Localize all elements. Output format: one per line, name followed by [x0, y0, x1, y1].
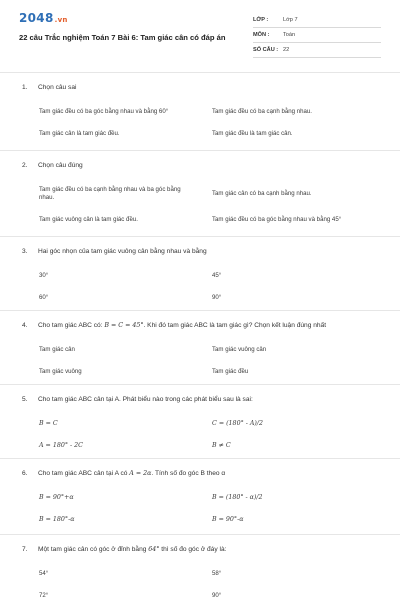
- question-list: [0, 72, 400, 610]
- question-body: Chọn câu sai: [38, 84, 77, 91]
- question-number: 7.: [22, 546, 28, 553]
- question-1: [0, 72, 400, 150]
- question-number: 3.: [22, 248, 28, 255]
- question-text: [22, 321, 400, 330]
- question-math: A = 2α: [129, 470, 152, 477]
- option-b[interactable]: 45°: [212, 271, 222, 279]
- question-body: Hai góc nhọn của tam giác vuông cân bằng nhau và bằng: [38, 248, 207, 255]
- option-b[interactable]: Tam giác vuông cân: [212, 345, 267, 353]
- option-d[interactable]: B = 90°-α: [212, 515, 244, 523]
- option-a[interactable]: B = 90°+α: [39, 493, 74, 501]
- option-b[interactable]: C = (180° - A)/2: [212, 419, 263, 427]
- option-b[interactable]: Tam giác cân có ba cạnh bằng nhau.: [212, 189, 312, 197]
- question-number: 1.: [22, 84, 28, 91]
- question-math: 64°: [148, 546, 160, 553]
- question-4: [0, 310, 400, 384]
- option-d[interactable]: B ≠ C: [212, 441, 231, 449]
- document-title: 22 câu Trắc nghiệm Toán 7 Bài 6: Tam giác cân có đáp án: [19, 33, 226, 42]
- site-logo[interactable]: [19, 11, 68, 25]
- option-c[interactable]: A = 180° - 2C: [39, 441, 83, 449]
- question-text-part: Một tam giác cân có góc ở đỉnh bằng: [38, 546, 149, 553]
- question-6: [0, 458, 400, 534]
- option-list: [39, 413, 389, 457]
- option-a[interactable]: 54°: [39, 569, 49, 577]
- question-text-part: Cho tam giác ABC cân tại A có: [38, 470, 130, 477]
- logo-main-text: 2048: [19, 11, 54, 25]
- question-body: [38, 545, 400, 554]
- question-body: [38, 469, 400, 478]
- option-d[interactable]: 90°: [212, 293, 222, 301]
- option-c[interactable]: Tam giác vuông cân là tam giác đều.: [39, 215, 138, 223]
- option-c[interactable]: 72°: [39, 591, 49, 599]
- question-text: [22, 469, 400, 478]
- question-text-part: thì số đo góc ở đáy là:: [159, 546, 227, 553]
- option-list: [39, 101, 389, 145]
- meta-row-grade: [253, 13, 381, 28]
- question-number: 5.: [22, 396, 28, 403]
- option-a[interactable]: Tam giác đều có ba cạnh bằng nhau và ba góc bằng nhau.: [39, 185, 181, 201]
- question-text: [22, 247, 400, 256]
- meta-info: [253, 13, 381, 58]
- question-text: [22, 395, 400, 404]
- question-body: Chọn câu đúng: [38, 162, 83, 169]
- option-a[interactable]: Tam giác cân: [39, 345, 75, 353]
- question-7: [0, 534, 400, 610]
- question-text: [22, 545, 400, 554]
- question-5: [0, 384, 400, 458]
- question-number: 4.: [22, 322, 28, 329]
- option-c[interactable]: Tam giác cân là tam giác đều.: [39, 129, 120, 137]
- question-text: [22, 161, 400, 170]
- question-3: [0, 236, 400, 310]
- option-list: [39, 179, 389, 231]
- meta-value: Lớp 7: [283, 17, 298, 23]
- option-list: [39, 563, 389, 607]
- option-b[interactable]: Tam giác đều có ba cạnh bằng nhau.: [212, 107, 312, 115]
- option-a[interactable]: B = C: [39, 419, 58, 427]
- option-c[interactable]: Tam giác vuông: [39, 367, 82, 375]
- option-d[interactable]: Tam giác đều là tam giác cân.: [212, 129, 293, 137]
- page-header: [0, 0, 400, 62]
- option-d[interactable]: Tam giác đều: [212, 367, 249, 375]
- option-b[interactable]: 58°: [212, 569, 222, 577]
- logo-suffix-text: .vn: [54, 16, 68, 24]
- question-text-part: . Tính số đo góc B theo α: [151, 470, 226, 477]
- meta-label: SỐ CÂU :: [253, 47, 279, 53]
- option-list: [39, 265, 389, 309]
- question-body: Cho tam giác ABC cân tại A. Phát biểu nào trong các phát biểu sau là sai:: [38, 396, 253, 403]
- question-2: [0, 150, 400, 236]
- question-number: 6.: [22, 470, 28, 477]
- question-body: [38, 321, 400, 330]
- option-c[interactable]: B = 180°-α: [39, 515, 75, 523]
- option-list: [39, 487, 389, 531]
- question-text-part: Cho tam giác ABC có:: [38, 322, 105, 329]
- option-a[interactable]: 30°: [39, 271, 49, 279]
- meta-value: Toán: [283, 32, 296, 38]
- meta-label: MÔN :: [253, 32, 270, 38]
- option-b[interactable]: B = (180° - α)/2: [212, 493, 263, 501]
- option-a[interactable]: Tam giác đều có ba góc bằng nhau và bằng 60°: [39, 107, 169, 115]
- meta-row-question-count: [253, 43, 381, 58]
- option-d[interactable]: Tam giác đều có ba góc bằng nhau và bằng 45°: [212, 215, 342, 223]
- question-text: [22, 83, 400, 92]
- meta-value: 22: [283, 47, 290, 53]
- option-d[interactable]: 90°: [212, 591, 222, 599]
- question-number: 2.: [22, 162, 28, 169]
- option-c[interactable]: 60°: [39, 293, 49, 301]
- option-list: [39, 339, 389, 383]
- question-math: B = C = 45°: [104, 322, 144, 329]
- meta-label: LỚP :: [253, 17, 269, 23]
- question-text-part: . Khi đó tam giác ABC là tam giác gì? Chọn kết luận đúng nhất: [143, 322, 327, 329]
- meta-row-subject: [253, 28, 381, 43]
